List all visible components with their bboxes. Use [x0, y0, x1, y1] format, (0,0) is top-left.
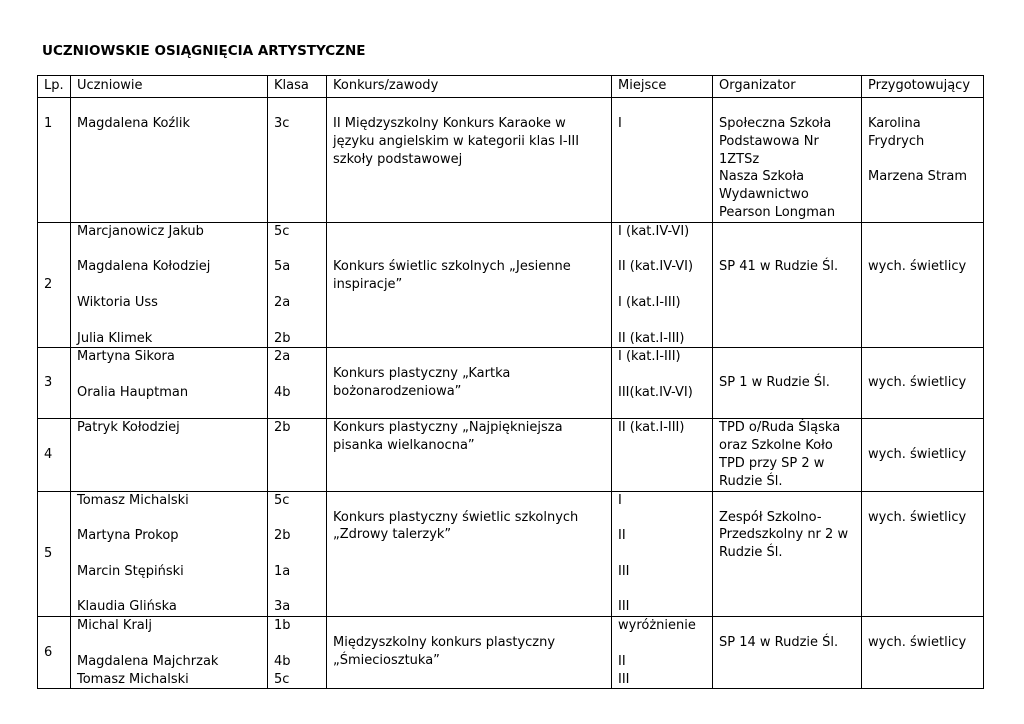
- table-row: [38, 617, 984, 689]
- class-value: 3a: [274, 599, 291, 615]
- student-name: Wiktoria Uss: [77, 294, 158, 310]
- row-organizer: [713, 222, 862, 348]
- organizer-line: Pearson Longman: [719, 204, 836, 220]
- row-students: [71, 348, 268, 419]
- row-classes: [268, 348, 327, 419]
- row-classes: [268, 222, 327, 348]
- row-contest: [327, 617, 612, 689]
- class-value: 4b: [274, 653, 291, 669]
- header-place: Miejsce: [612, 76, 713, 98]
- row-contest: [327, 98, 612, 223]
- teacher-name: wych. świetlicy: [868, 447, 967, 463]
- teacher-name: wych. świetlicy: [868, 509, 967, 525]
- contest-name: Konkurs plastyczny świetlic szkolnych „Zdrowy talerzyk”: [333, 509, 579, 543]
- contest-name: II Międzyszkolny Konkurs Karaoke w języku angielskim w kategorii klas I-III szkoły podstawowej: [333, 116, 580, 167]
- row-organizer: [713, 617, 862, 689]
- class-value: 2b: [274, 420, 291, 436]
- row-organizer: [713, 491, 862, 617]
- organizer-name: TPD o/Ruda Śląska oraz Szkolne Koło TPD przy SP 2 w Rudzie Śl.: [719, 420, 841, 489]
- row-lp: 4: [38, 419, 71, 491]
- class-value: 2a: [274, 294, 291, 310]
- place-value: I (kat.I-III): [618, 294, 681, 310]
- class-value: 4b: [274, 384, 291, 400]
- teacher-name: wych. świetlicy: [868, 258, 967, 274]
- table-row: [38, 348, 984, 419]
- class-value: 5c: [274, 671, 290, 687]
- header-students: Uczniowie: [71, 76, 268, 98]
- place-value: wyróżnienie: [618, 618, 696, 634]
- row-students: [71, 419, 268, 491]
- header-organizer: Organizator: [713, 76, 862, 98]
- row-classes: [268, 419, 327, 491]
- row-places: [612, 617, 713, 689]
- row-lp: 1: [38, 98, 71, 223]
- row-organizer: [713, 348, 862, 419]
- student-name: Martyna Sikora: [77, 349, 175, 365]
- place-value: III: [618, 599, 630, 615]
- table-header-row: [38, 76, 984, 98]
- place-value: III(kat.IV-VI): [618, 384, 693, 400]
- organizer-line: Podstawowa Nr: [719, 133, 819, 149]
- student-name: Magdalena Koźlik: [77, 116, 191, 131]
- class-value: 2a: [274, 349, 291, 365]
- organizer-name: SP 14 w Rudzie Śl.: [719, 635, 839, 651]
- row-contest: [327, 348, 612, 419]
- place-value: I (kat.IV-VI): [618, 223, 690, 239]
- table-row: [38, 98, 984, 223]
- row-teachers: [862, 419, 984, 491]
- student-name: Oralia Hauptman: [77, 384, 189, 400]
- row-teachers: [862, 222, 984, 348]
- student-name: Tomasz Michalski: [77, 671, 189, 687]
- row-organizer: [713, 419, 862, 491]
- row-teachers: [862, 617, 984, 689]
- table-row: [38, 491, 984, 617]
- row-students: [71, 491, 268, 617]
- row-lp: 6: [38, 617, 71, 689]
- row-contest: [327, 222, 612, 348]
- row-students: [71, 222, 268, 348]
- student-name: Marcjanowicz Jakub: [77, 223, 204, 239]
- teacher-name: Frydrych: [868, 133, 925, 149]
- row-students: [71, 617, 268, 689]
- student-name: Patryk Kołodziej: [77, 420, 180, 436]
- student-name: Tomasz Michalski: [77, 492, 189, 508]
- row-lp: 3: [38, 348, 71, 419]
- organizer-line: Nasza Szkoła: [719, 169, 805, 185]
- teacher-name: Karolina: [868, 116, 921, 131]
- place-value: II: [618, 528, 626, 544]
- class-value: 5c: [274, 492, 290, 508]
- row-contest: [327, 419, 612, 491]
- student-name: Julia Klimek: [77, 330, 153, 346]
- organizer-line: Społeczna Szkoła: [719, 116, 832, 131]
- row-places: [612, 222, 713, 348]
- place-value: III: [618, 563, 630, 579]
- class-value: 1a: [274, 563, 291, 579]
- header-contest: Konkurs/zawody: [327, 76, 612, 98]
- class-value: 3c: [274, 116, 290, 131]
- teacher-name: wych. świetlicy: [868, 635, 967, 651]
- contest-name: Konkurs plastyczny „Kartka bożonarodzeniowa”: [333, 366, 511, 400]
- row-places: [612, 98, 713, 223]
- header-class: Klasa: [268, 76, 327, 98]
- teacher-name: wych. świetlicy: [868, 375, 967, 391]
- header-lp: Lp.: [38, 76, 71, 98]
- row-classes: [268, 98, 327, 223]
- place-value: II (kat.IV-VI): [618, 259, 694, 275]
- header-teacher: Przygotowujący: [862, 76, 984, 98]
- place-value: II (kat.I-III): [618, 330, 685, 346]
- student-name: Magdalena Majchrzak: [77, 653, 219, 669]
- place-value: I: [618, 492, 622, 508]
- class-value: 1b: [274, 618, 291, 634]
- student-name: Magdalena Kołodziej: [77, 259, 211, 275]
- achievements-table: [37, 75, 984, 689]
- class-value: 5c: [274, 223, 290, 239]
- contest-name: Międzyszkolny konkurs plastyczny „Śmieciosztuka”: [333, 635, 556, 668]
- organizer-name: SP 1 w Rudzie Śl.: [719, 375, 830, 391]
- organizer-line: Wydawnictwo: [719, 187, 809, 203]
- row-organizer: [713, 98, 862, 223]
- student-name: Klaudia Glińska: [77, 599, 177, 615]
- contest-name: Konkurs świetlic szkolnych „Jesienne inspiracje”: [333, 258, 571, 292]
- place-value: II (kat.I-III): [618, 420, 685, 436]
- row-classes: [268, 491, 327, 617]
- place-value: I (kat.I-III): [618, 349, 681, 365]
- teacher-name: Marzena Stram: [868, 169, 968, 185]
- student-name: Michal Kralj: [77, 618, 152, 634]
- place-value: I: [618, 116, 622, 131]
- student-name: Martyna Prokop: [77, 528, 179, 544]
- table-row: [38, 419, 984, 491]
- organizer-line: 1ZTSz: [719, 151, 760, 167]
- row-teachers: [862, 348, 984, 419]
- row-classes: [268, 617, 327, 689]
- class-value: 5a: [274, 259, 291, 275]
- page-title: UCZNIOWSKIE OSIĄGNIĘCIA ARTYSTYCZNE: [42, 43, 366, 59]
- place-value: II: [618, 653, 626, 669]
- row-teachers: [862, 98, 984, 223]
- row-places: [612, 491, 713, 617]
- class-value: 2b: [274, 528, 291, 544]
- table-row: [38, 222, 984, 348]
- row-students: [71, 98, 268, 223]
- row-places: [612, 348, 713, 419]
- row-lp: 5: [38, 491, 71, 617]
- organizer-name: Zespół Szkolno-Przedszkolny nr 2 w Rudzie Śl.: [719, 509, 849, 561]
- class-value: 2b: [274, 330, 291, 346]
- contest-name: Konkurs plastyczny „Najpiękniejsza pisanka wielkanocna”: [333, 420, 563, 454]
- row-contest: [327, 491, 612, 617]
- row-lp: 2: [38, 222, 71, 348]
- row-places: [612, 419, 713, 491]
- row-teachers: [862, 491, 984, 617]
- place-value: III: [618, 671, 630, 687]
- student-name: Marcin Stępiński: [77, 563, 184, 579]
- organizer-name: SP 41 w Rudzie Śl.: [719, 258, 839, 274]
